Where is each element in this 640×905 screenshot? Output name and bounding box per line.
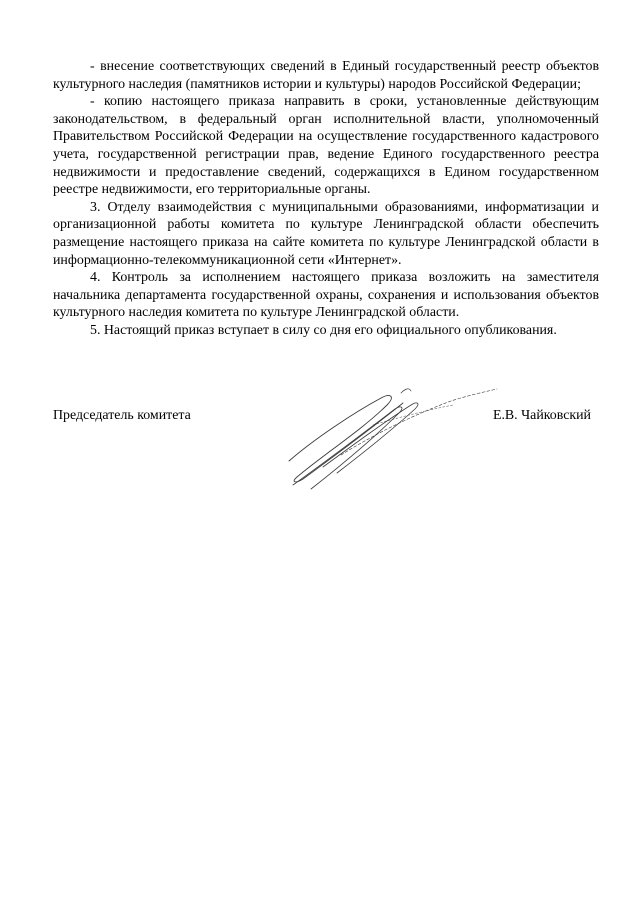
paragraph-send-copy: - копию настоящего приказа направить в сроки, установленные действующим законодательством, в федеральный орган исполнительной власти, уполномоченный Правительством Российской Федерации на осуществление государственного кадастрового учета, государственной регистрации прав, ведение Единого государственного реестра недвижимости и предоставление сведений, содержащихся в Едином государственном реестре недвижимости, его территориальные органы. — [53, 94, 599, 198]
paragraph-registry-entry: - внесение соответствующих сведений в Единый государственный реестр объектов культурного наследия (памятников истории и культуры) народов Российской Федерации; — [53, 59, 599, 92]
paragraph-item-5: 5. Настоящий приказ вступает в силу со дня его официального опубликования. — [90, 322, 557, 338]
paragraph-item-3: 3. Отделу взаимодействия с муниципальными образованиями, информатизации и организационной работы комитета по культуре Ленинградской области обеспечить размещение настоящего приказа на сайте комитета по культуре Ленинградской области в информационно-телекоммуникационной сети «Интернет». — [53, 199, 599, 268]
signatory-title: Председатель комитета — [53, 408, 191, 423]
handwritten-signature — [283, 385, 508, 495]
paragraph-item-4: 4. Контроль за исполнением настоящего приказа возложить на заместителя начальника департамента государственной охраны, сохранения и использования объектов культурного наследия комитета по культуре Ленинградской области. — [53, 270, 599, 321]
document-body — [53, 58, 599, 340]
signatory-name: Е.В. Чайковский — [492, 408, 591, 423]
